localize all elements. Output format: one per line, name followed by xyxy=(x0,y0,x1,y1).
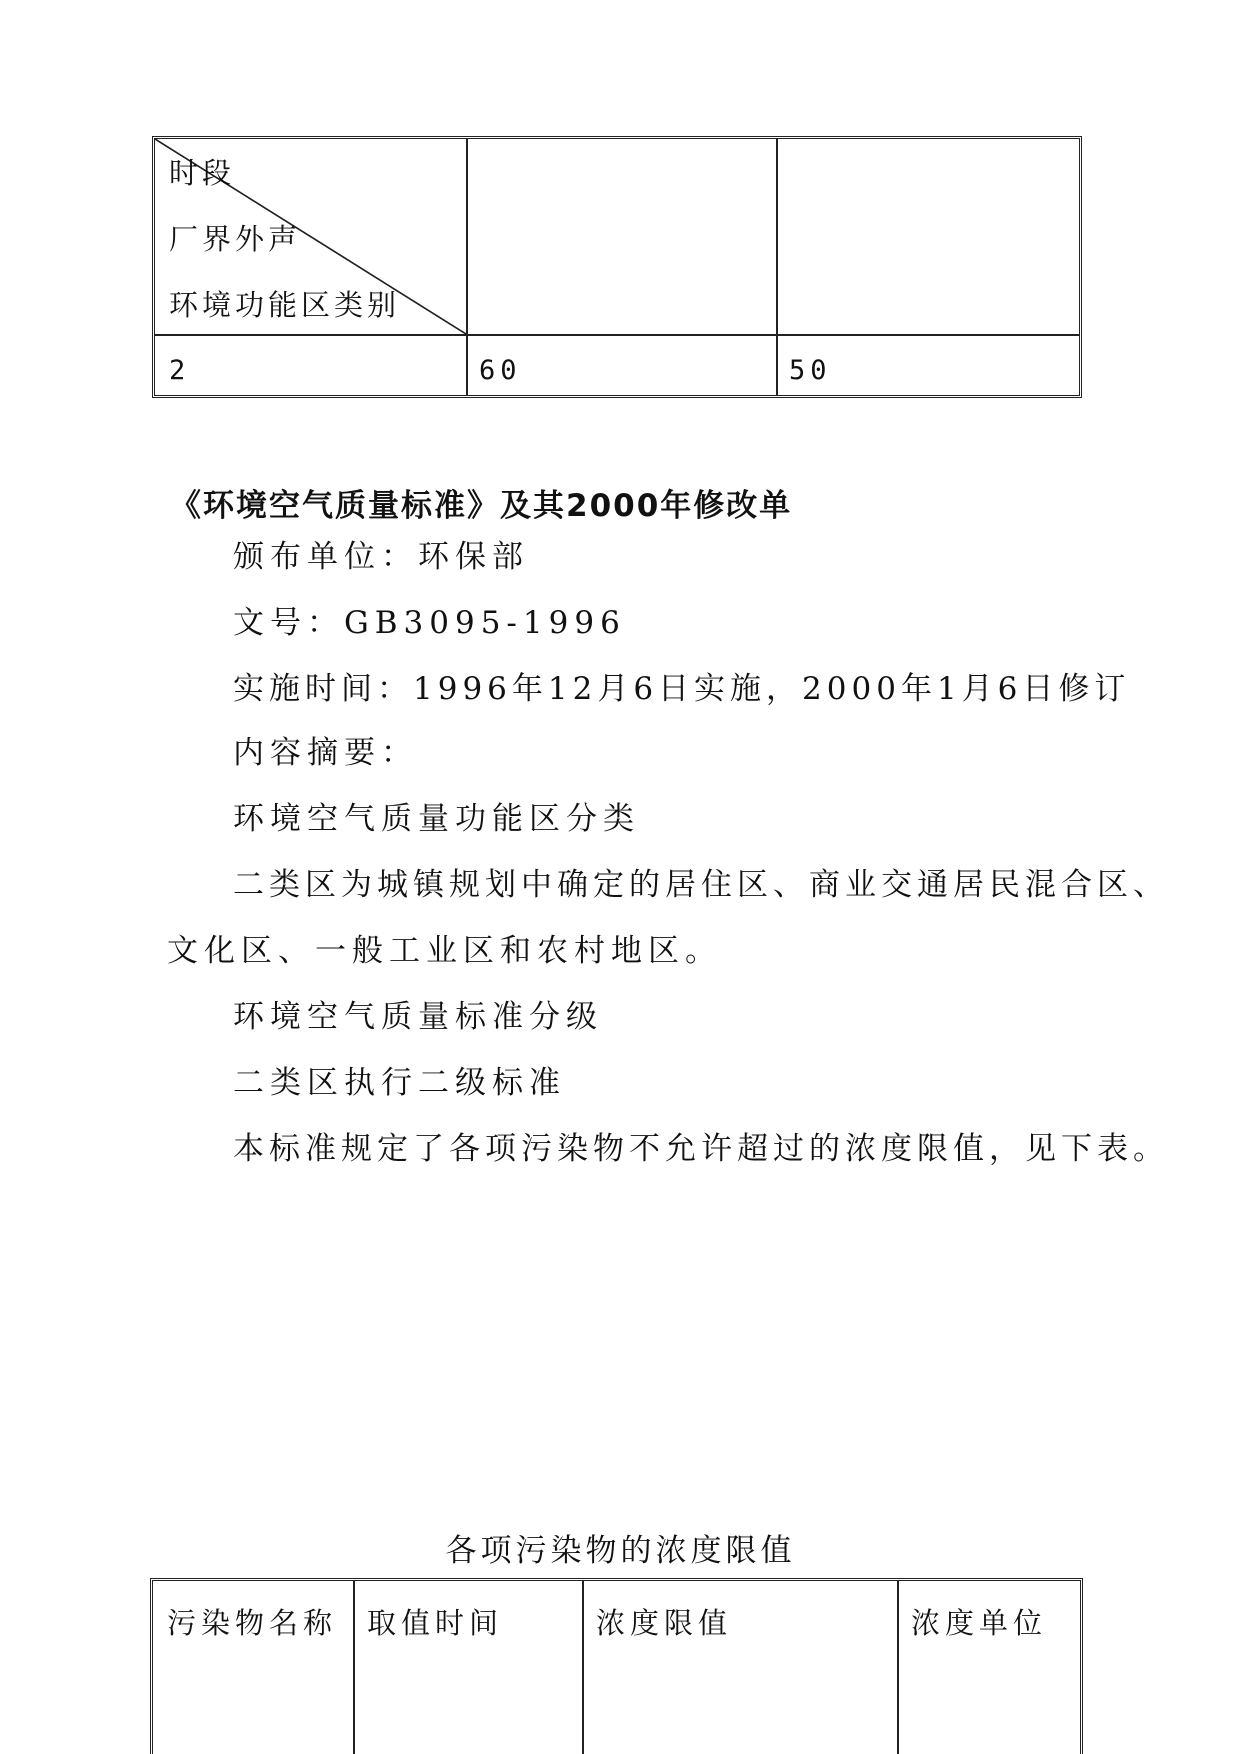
header-sampling-time: 取值时间 xyxy=(367,1606,504,1640)
table-row-divider xyxy=(155,334,1079,336)
header-noise-label: 厂界外声 xyxy=(169,222,302,256)
header-concentration-limit: 浓度限值 xyxy=(596,1606,733,1640)
paragraph-class2-standard: 二类区执行二级标准 xyxy=(233,1065,566,1101)
section-title: 《环境空气质量标准》及其2000年修改单 xyxy=(170,488,793,524)
pollutant-limits-table xyxy=(150,1578,1083,1754)
header-pollutant-name: 污染物名称 xyxy=(167,1606,338,1640)
issuer-line: 颁布单位：环保部 xyxy=(233,539,529,575)
noise-limit-table xyxy=(152,136,1082,398)
paragraph-standard-grading: 环境空气质量标准分级 xyxy=(233,999,603,1035)
paragraph-limit-intro: 本标准规定了各项污染物不允许超过的浓度限值，见下表。 xyxy=(233,1131,1169,1167)
effective-date-line: 实施时间：1996年12月6日实施，2000年1月6日修订 xyxy=(233,671,1131,707)
paragraph-class2-definition-line1: 二类区为城镇规划中确定的居住区、商业交通居民混合区、 xyxy=(233,867,1169,903)
paragraph-zone-classification: 环境空气质量功能区分类 xyxy=(233,801,640,837)
table-caption: 各项污染物的浓度限值 xyxy=(445,1533,796,1569)
summary-label: 内容摘要： xyxy=(233,735,418,771)
document-number-line: 文号：GB3095-1996 xyxy=(233,605,626,641)
table-column-divider xyxy=(353,1581,355,1754)
cell-day-limit: 60 xyxy=(479,355,522,386)
header-period-label: 时段 xyxy=(169,156,236,190)
paragraph-class2-definition-line2: 文化区、一般工业区和农村地区。 xyxy=(167,933,722,969)
table-column-divider xyxy=(582,1581,584,1754)
cell-zone-category: 2 xyxy=(169,355,191,386)
cell-night-limit: 50 xyxy=(789,355,832,386)
header-concentration-unit: 浓度单位 xyxy=(911,1606,1048,1640)
table-column-divider xyxy=(776,139,778,395)
table-column-divider xyxy=(897,1581,899,1754)
header-zone-category-label: 环境功能区类别 xyxy=(169,288,401,322)
table-column-divider xyxy=(466,139,468,395)
